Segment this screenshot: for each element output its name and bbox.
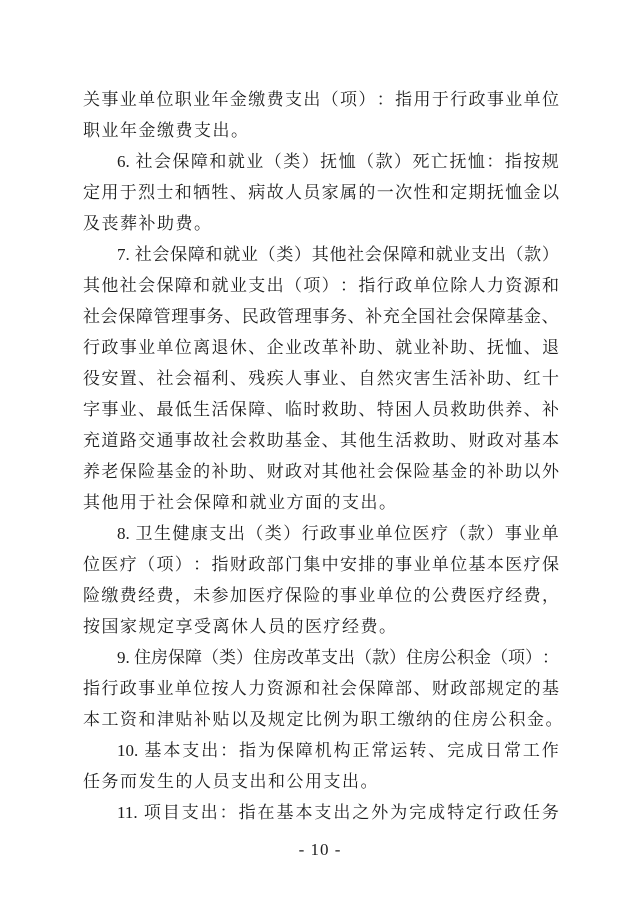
text-line: 关 事 业 单 位 职 业 年 金 缴 费 支 出 （ 项 ） ： 指 用 于 行 政 事 业 单 位 [83,90,559,109]
text-line: 指 行 政 事 业 单 位 按 人 力 资 源 和 社 会 保 障 部 、 财 政 部 规 定 的 基 [83,679,559,698]
text-line: 任务而发生的人员支出和公用支出。 [83,772,379,791]
page-number: - 10 - [298,840,342,859]
text-line: 其 他 社 会 保 障 和 就 业 支 出 （ 项 ） ： 指 行 政 单 位 除 人 力 资 源 和 [83,276,559,295]
text-line: 及丧葬补助费。 [83,214,213,233]
text-line: 9. 住 房 保 障 （ 类 ） 住 房 改 革 支 出 （ 款 ） 住 房 公 积 金 （ 项 ） ： [117,648,559,667]
paragraph-item-8 [83,518,559,642]
text-line: 养 老 保 险 基 金 的 补 助 、 财 政 对 其 他 社 会 保 险 基 金 的 补 助 以 外 [83,462,559,481]
text-line: 位 医 疗 （ 项 ） ： 指 财 政 部 门 集 中 安 排 的 事 业 单 位 基 本 医 疗 保 [83,555,559,574]
text-line: 其他用于社会保障和就业方面的支出。 [83,493,398,512]
text-line: 11. 项 目 支 出 ： 指 在 基 本 支 出 之 外 为 完 成 特 定 行 政 任 务 [117,803,559,822]
paragraph-item-7 [83,239,559,518]
text-line: 7. 社 会 保 障 和 就 业 （ 类 ） 其 他 社 会 保 障 和 就 业 支 出 （ 款 ） [117,245,559,264]
text-line: 职业年金缴费支出。 [83,121,250,140]
text-line: 字 事 业 、 最 低 生 活 保 障 、 临 时 救 助 、 特 困 人 员 救 助 供 养 、 补 [83,400,559,419]
paragraph-item-10 [83,735,559,797]
text-line: 10. 基 本 支 出 ： 指 为 保 障 机 构 正 常 运 转 、 完 成 日 常 工 作 [117,741,559,760]
text-line: 8. 卫 生 健 康 支 出 （ 类 ） 行 政 事 业 单 位 医 疗 （ 款 ） 事 业 单 [117,524,559,543]
paragraph-item-6 [83,146,559,239]
paragraph-item-11 [83,797,559,828]
text-line: 6. 社 会 保 障 和 就 业 （ 类 ） 抚 恤 （ 款 ） 死 亡 抚 恤 ： 指 按 规 [117,152,559,171]
paragraph-continued [83,84,559,146]
paragraph-item-9 [83,642,564,735]
text-line: 按国家规定享受离休人员的医疗经费。 [83,617,398,636]
text-line: 本工资和津贴补贴以及规定比例为职工缴纳的住房公积金。 [83,710,564,729]
body-text [83,84,564,828]
text-line: 行 政 事 业 单 位 离 退 休 、 企 业 改 革 补 助 、 就 业 补 助 、 抚 恤 、 退 [83,338,559,357]
text-line: 充 道 路 交 通 事 故 社 会 救 助 基 金 、 其 他 生 活 救 助 、 财 政 对 基 本 [83,431,559,450]
text-line: 役 安 置 、 社 会 福 利 、 残 疾 人 事 业 、 自 然 灾 害 生 活 补 助 、 红 十 [83,369,559,388]
text-line: 险 缴 费 经 费 ， 未 参 加 医 疗 保 险 的 事 业 单 位 的 公 费 医 疗 经 费 ， [83,586,559,605]
text-line: 社 会 保 障 管 理 事 务 、 民 政 管 理 事 务 、 补 充 全 国 社 会 保 障 基 金 、 [83,307,559,326]
text-line: 定 用 于 烈 士 和 牺 牲 、 病 故 人 员 家 属 的 一 次 性 和 定 期 抚 恤 金 以 [83,183,559,202]
